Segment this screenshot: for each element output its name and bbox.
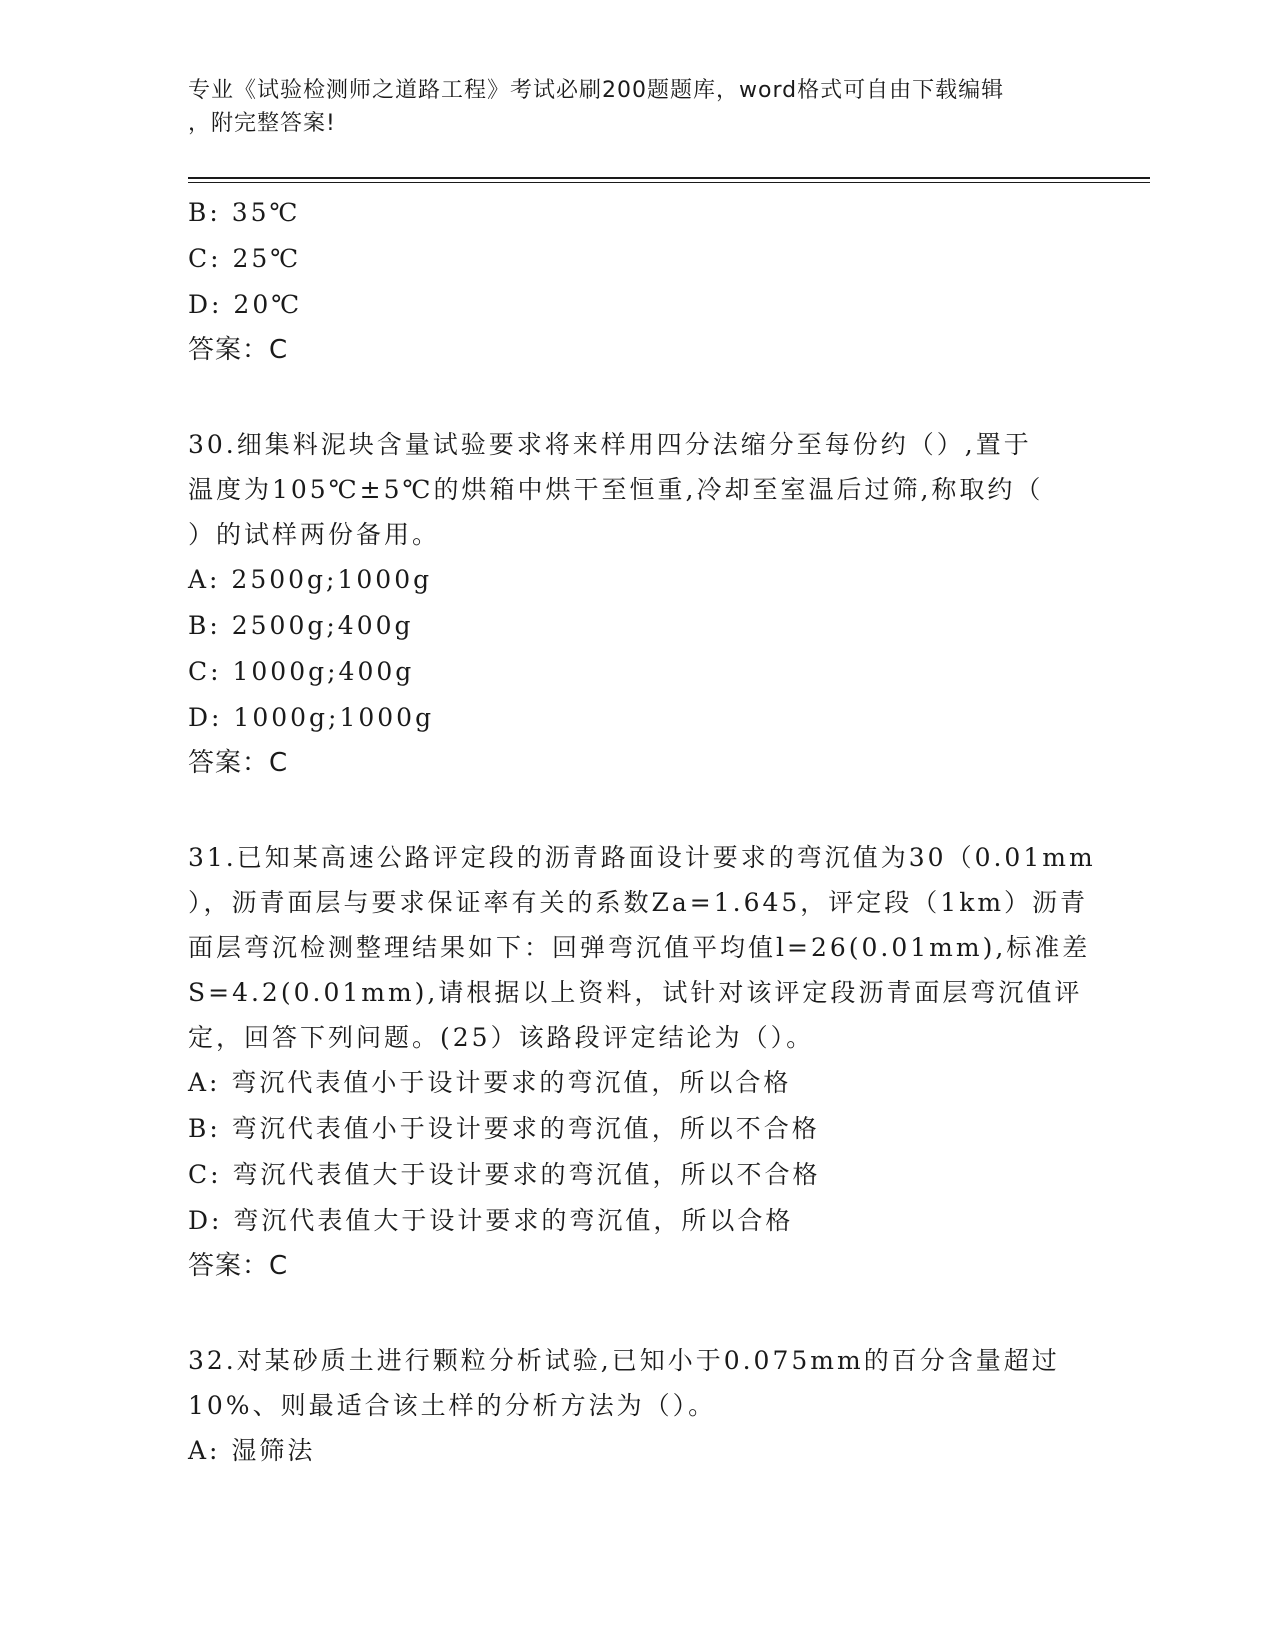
header-rule-thick xyxy=(188,177,1150,179)
question-text-line: 面层弯沉检测整理结果如下：回弹弯沉值平均值l=26(0.01mm),标准差 xyxy=(188,933,1091,962)
option-a: A: 2500g;1000g xyxy=(188,565,433,594)
header-rule-thin xyxy=(188,182,1150,183)
question-text-line: 30.细集料泥块含量试验要求将来样用四分法缩分至每份约（）,置于 xyxy=(188,430,1032,459)
option-a: A: 湿筛法 xyxy=(188,1436,316,1465)
option-c: C: 25℃ xyxy=(188,244,302,273)
question-text-line: ），沥青面层与要求保证率有关的系数Za=1.645，评定段（1km）沥青 xyxy=(188,888,1089,917)
option-c: C: 弯沉代表值大于设计要求的弯沉值，所以不合格 xyxy=(188,1160,821,1189)
question-text-line: S=4.2(0.01mm),请根据以上资料，试针对该评定段沥青面层弯沉值评 xyxy=(188,978,1083,1007)
option-b: B: 2500g;400g xyxy=(188,611,414,640)
option-d: D: 1000g;1000g xyxy=(188,703,435,732)
answer-line: 答案：C xyxy=(188,1251,289,1281)
option-c: C: 1000g;400g xyxy=(188,657,415,686)
answer-line: 答案：C xyxy=(188,335,289,365)
question-31 xyxy=(188,835,1096,1060)
document-header: 专业《试验检测师之道路工程》考试必刷200题题库，word格式可自由下载编辑 ，附完整答案! xyxy=(188,78,1005,136)
option-a: A: 弯沉代表值小于设计要求的弯沉值，所以合格 xyxy=(188,1068,792,1097)
question-text-line: 32.对某砂质土进行颗粒分析试验,已知小于0.075mm的百分含量超过 xyxy=(188,1346,1060,1375)
question-text-line: 温度为105℃±5℃的烘箱中烘干至恒重,冷却至室温后过筛,称取约（ xyxy=(188,475,1044,504)
option-b: B: 弯沉代表值小于设计要求的弯沉值，所以不合格 xyxy=(188,1114,820,1143)
option-d: D: 弯沉代表值大于设计要求的弯沉值，所以合格 xyxy=(188,1206,794,1235)
option-b: B: 35℃ xyxy=(188,198,301,227)
question-29-tail xyxy=(188,190,1088,372)
question-text-line: 定，回答下列问题。(25）该路段评定结论为（）。 xyxy=(188,1023,815,1052)
question-32 xyxy=(188,1338,1088,1428)
option-d: D: 20℃ xyxy=(188,290,303,319)
question-30 xyxy=(188,422,1088,557)
document-body xyxy=(188,190,1096,1474)
question-text-line: 10%、则最适合该土样的分析方法为（）。 xyxy=(188,1391,717,1420)
answer-line: 答案：C xyxy=(188,748,289,778)
question-text-line: 31.已知某高速公路评定段的沥青路面设计要求的弯沉值为30（0.01mm xyxy=(188,843,1096,872)
question-text-line: ）的试样两份备用。 xyxy=(188,520,441,549)
